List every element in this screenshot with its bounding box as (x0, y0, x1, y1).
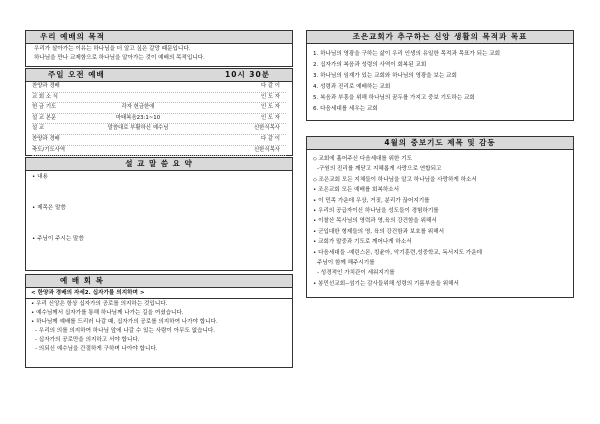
goals-title: 조은교회가 추구하는 신앙 생활의 목적과 목표 (307, 31, 573, 44)
prayer-item: ◇ 교회에 흘어주신 다음세대를 위한 기도 (313, 154, 567, 164)
review-dash: - 십자가의 공로만을 의지하고 서야 합니다. (35, 337, 140, 343)
service-time: 10시 30분 (225, 70, 270, 79)
purpose-section (25, 30, 293, 67)
prayer-item: 주님이 함께 해주시기를 (317, 260, 375, 267)
prayer-item: • 우리의 공급자이신 하나님을 성도들이 경험하기를 (313, 206, 567, 216)
service-leader: 다 같 이 (260, 83, 280, 89)
purpose-line: 하나님을 만나 교제함으로 하나님을 알아가는 것이 예배의 목적입니다. (34, 55, 205, 61)
service-row (32, 114, 286, 125)
prayer-item: • 조은교회 모든 예배를 회복하소서 (313, 185, 567, 195)
sermon-summary-section (25, 157, 293, 271)
service-detail: 말씀대로 부활하신 예수님 (107, 125, 169, 132)
sermon-item: • 제목은 말씀 (32, 204, 286, 213)
prayer-item: • 다음세대들 -예린스몬, 킹윤아, 악기훈련,성중학교, 독서지도 가운데 (313, 248, 567, 258)
service-item: 설 교 (32, 125, 45, 132)
review-bullet: • 우리 신앙은 항상 십자가의 공로를 의지하는 것입니다. (31, 300, 287, 309)
service-detail (88, 93, 188, 103)
service-detail: 마태복음23:1~10 (115, 114, 161, 121)
sermon-title: 설 교 말 씀 요 약 (26, 158, 292, 171)
service-row (32, 135, 286, 146)
service-row (32, 82, 286, 93)
service-detail (88, 135, 188, 145)
prayer-item: ◇ 조은교회 모든 지체들이 하나님을 알고 하나님을 사랑하게 하소서 (313, 175, 567, 185)
service-detail (88, 82, 188, 92)
prayer-title: 4월의 중보기도 제목 및 감동 (307, 137, 573, 150)
service-leader: 다 같 이 (260, 135, 280, 142)
goal-item: 3. 하나님의 임재가 있는 교회와 하나님의 영광을 보는 교회 (313, 73, 457, 79)
church-goals-section (306, 30, 574, 121)
review-bullet: • 예수님께서 십자가를 통해 하나님께 나가는 길을 여셨습니다. (31, 309, 287, 318)
service-header (26, 69, 292, 82)
service-row (32, 93, 286, 104)
prayer-item: - 성경적인 가치관이 세워지기를 (317, 270, 395, 277)
service-item: 설 교 본문 (32, 114, 57, 121)
worship-review-section (25, 274, 293, 368)
service-item: 교 회 소 식 (32, 93, 58, 100)
service-item: 찬양과 경배 (32, 135, 60, 142)
service-leader: 신한식목사 (253, 146, 280, 153)
purpose-line: 우리가 살아가는 이유는 하나님을 더 알고 싶은 갈망 때문입니다. (34, 46, 191, 52)
service-leader: 인 도 자 (260, 114, 280, 121)
service-leader: 인 도 자 (260, 93, 280, 100)
service-leader: 인 도 자 (260, 104, 280, 111)
sermon-item: • 내용 (32, 173, 286, 182)
review-title: 예 배 회 복 (26, 275, 292, 288)
service-leader: 신한식목사 (253, 125, 280, 132)
service-row (32, 103, 286, 114)
service-title: 주일 오전 예배 (48, 70, 105, 79)
review-subtitle: < 한양과 경배의 자세2. 십자가를 의지하며 > (26, 289, 292, 299)
service-detail (88, 146, 188, 156)
prayer-item: • 군입대한 형제들의 영, 육의 강건함과 보호를 위해서 (313, 227, 567, 237)
purpose-title: 우리 예배의 목적 (26, 31, 292, 44)
sermon-item: • 주님이 주시는 말씀 (32, 235, 286, 244)
prayer-item: -구원의 진리를 깨닫고 지혜롭게 사랑으로 연합되고 (317, 166, 442, 173)
review-dash: - 우리의 의를 의지하여 하나님 앞에 나갈 수 있는 사람이 아무도 없습니다. (35, 328, 216, 334)
service-order-section (25, 68, 293, 156)
prayer-item: • 이찰산 목사님의 영력과 영,육의 강건함을 위해서 (313, 216, 567, 226)
goal-item: 5. 복음과 부흥을 위해 하나님의 꿈두를 가지고 중보 기도하는 교회 (313, 95, 475, 101)
goal-item: 6. 다음세대를 세우는 교회 (313, 106, 378, 112)
service-item: 헌 금 기도 (32, 104, 57, 111)
goal-item: 1. 하나님의 영광을 구하는 삶이 우리 인생의 유일한 목적과 목표가 되는 교회 (313, 51, 501, 57)
service-row (32, 146, 286, 157)
prayer-item: • 봉민선교회--섬기는 감사들위해 성령의 기름부음을 위해서 (313, 279, 567, 289)
review-bullet: • 하나님께 예배를 드리러 나갈 때, 십자가의 공로를 의지하여 나가야 합니다. (31, 318, 287, 327)
prayer-item: • 이 민족 가운데 우상, 거짓, 분리가 끊어지기를 (313, 196, 567, 206)
service-item: 찬양과 경배 (32, 83, 60, 89)
prayer-item: • 교회가 말중과 기도로 깨어나게 하소서 (313, 237, 567, 247)
goal-item: 2. 십자가의 복음과 성령의 사역이 회복된 교회 (313, 62, 427, 68)
review-dash: - 의되신 예수님을 간절하게 구하며 나아야 합니다. (35, 346, 158, 352)
goal-item: 4. 성령과 진리로 예배하는 교회 (313, 84, 391, 90)
service-row (32, 124, 286, 135)
prayer-section (306, 136, 574, 298)
service-item: 축도/기도사역 (32, 146, 66, 153)
service-detail: 각자 헌금한에 (121, 104, 155, 111)
